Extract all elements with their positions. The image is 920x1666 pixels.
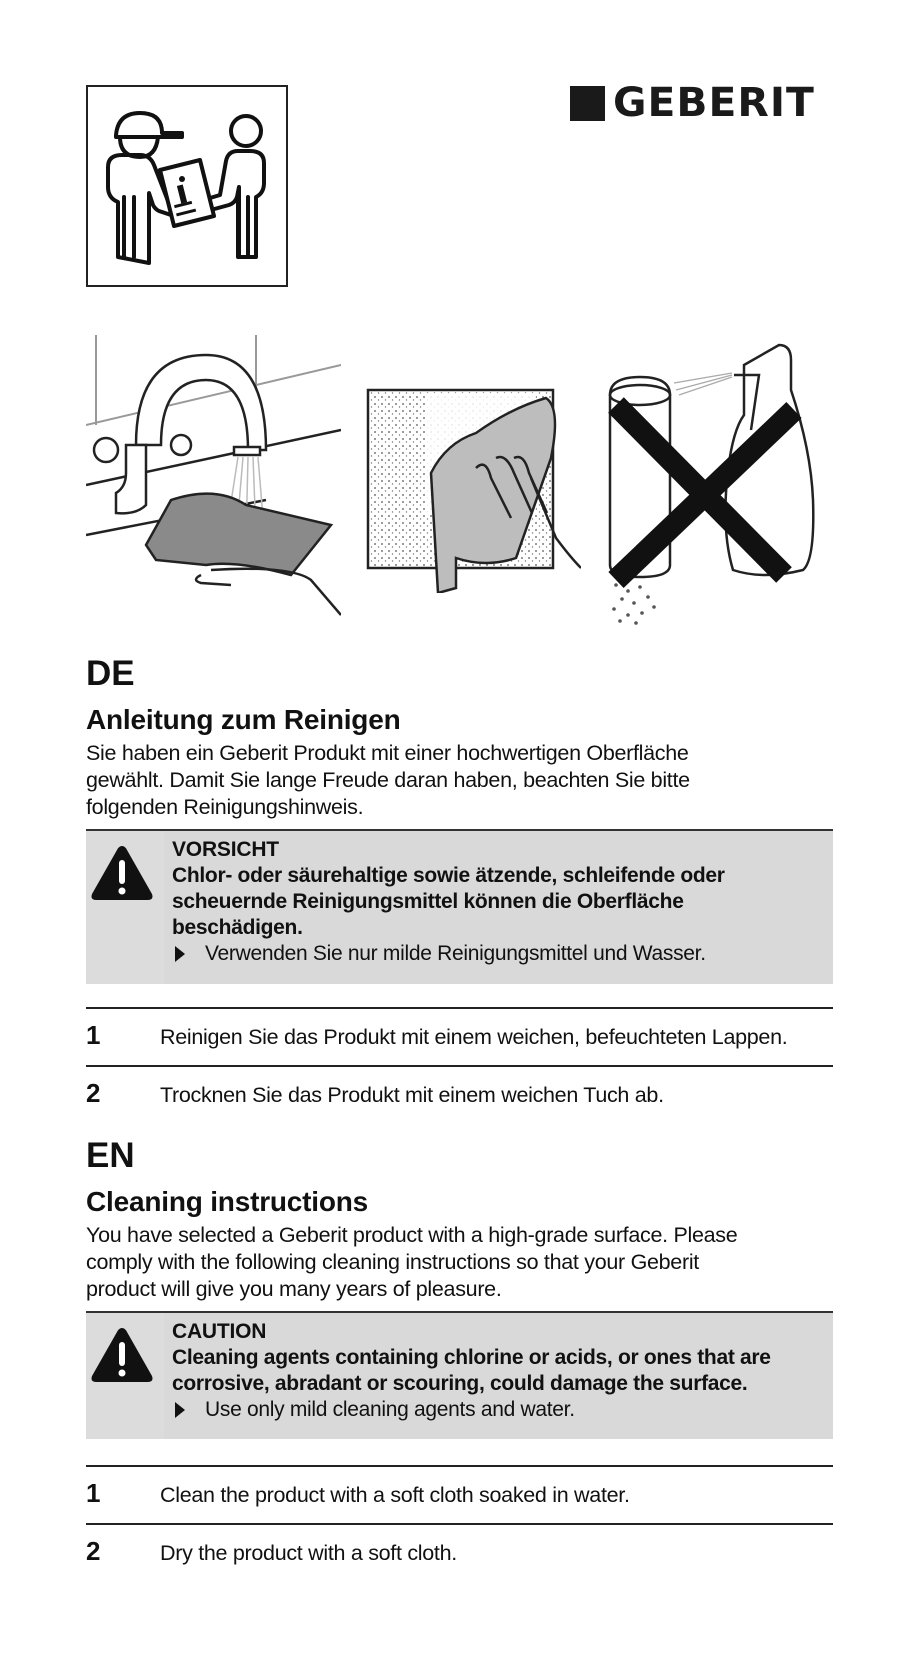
triangle-bullet-icon [175,1402,185,1418]
language-code-de: DE [86,654,135,693]
divider [86,1523,833,1525]
caution-body-line: Cleaning agents containing chlorine or acids, or ones that are [172,1346,771,1369]
caution-box-de [86,829,833,984]
caution-heading: VORSICHT [172,838,279,861]
divider [86,1007,833,1009]
intro-line: You have selected a Geberit product with a high-grade surface. Please [86,1223,738,1247]
intro-line: comply with the following cleaning instructions so that your Geberit [86,1250,699,1274]
caution-body-line: scheuernde Reinigungsmittel können die Oberfläche [172,890,684,913]
caution-heading: CAUTION [172,1320,267,1343]
divider [86,1465,833,1467]
triangle-bullet-icon [175,946,185,962]
brand-wordmark: GEBERIT [613,80,815,126]
step-text: Reinigen Sie das Produkt mit einem weichen, befeuchteten Lappen. [160,1025,788,1049]
caution-action [172,941,829,967]
step-text: Trocknen Sie das Produkt mit einem weichen Tuch ab. [160,1083,664,1107]
caution-body [172,1345,829,1397]
prohibited-cleaners-icon [604,335,839,630]
caution-body-line: corrosive, abradant or scouring, could damage the surface. [172,1372,748,1395]
section-title-en: Cleaning instructions [86,1186,369,1217]
logo-square-mark [570,86,605,121]
divider [86,1065,833,1067]
language-code-en: EN [86,1136,135,1175]
step-number: 2 [86,1078,101,1108]
step-number: 2 [86,1536,101,1566]
step-text: Clean the product with a soft cloth soaked in water. [160,1483,630,1507]
section-title-de: Anleitung zum Reinigen [86,704,401,735]
caution-body-line: Chlor- oder säurehaltige sowie ätzende, schleifende oder [172,864,725,887]
warning-triangle-icon [89,843,155,903]
faucet-cloth-icon [86,335,341,625]
step-text: Dry the product with a soft cloth. [160,1541,457,1565]
geberit-logo [570,80,835,126]
intro-line: folgenden Reinigungshinweis. [86,795,364,819]
intro-line: Sie haben ein Geberit Produkt mit einer hochwertigen Oberfläche [86,741,689,765]
warning-triangle-icon [89,1325,155,1385]
intro-text-de [86,740,826,821]
caution-action-text: Verwenden Sie nur milde Reinigungsmittel und Wasser. [205,942,706,965]
intro-line: product will give you many years of pleasure. [86,1277,502,1301]
caution-box-en [86,1311,833,1439]
handover-info-document-icon [86,85,288,287]
intro-line: gewählt. Damit Sie lange Freude daran haben, beachten Sie bitte [86,768,690,792]
step-number: 1 [86,1020,101,1050]
caution-body [172,863,829,941]
caution-body-line: beschädigen. [172,916,303,939]
wipe-surface-icon [366,388,581,598]
step-number: 1 [86,1478,101,1508]
intro-text-en [86,1222,826,1303]
caution-action [172,1397,829,1423]
caution-action-text: Use only mild cleaning agents and water. [205,1398,575,1421]
